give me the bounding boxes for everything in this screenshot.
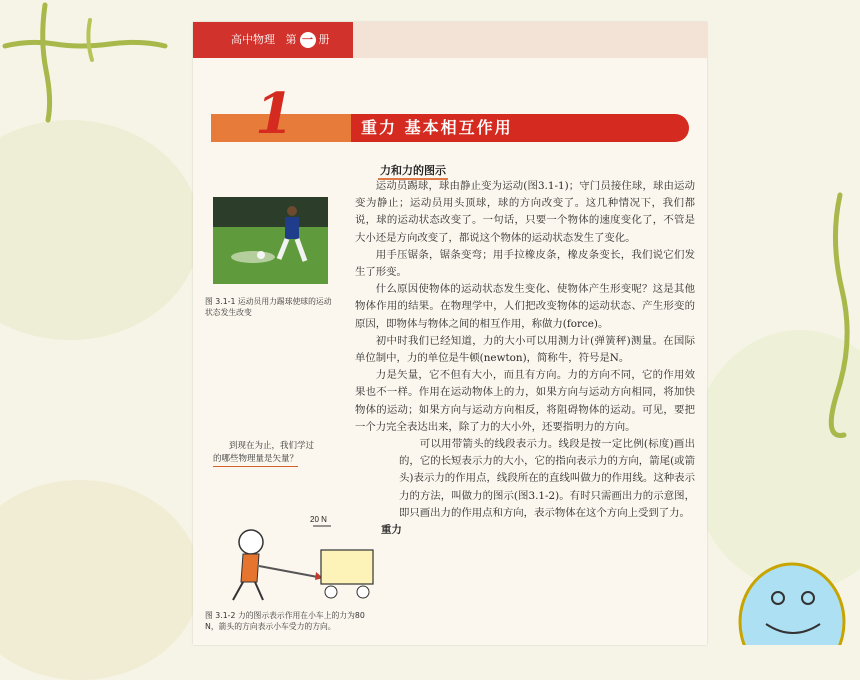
body-text (355, 178, 695, 539)
volume-suffix: 册 (318, 33, 330, 46)
soccer-photo (213, 197, 328, 284)
figure-caption-1: 图 3.1-1 运动员用力踢球使球的运动状态发生改变 (205, 297, 332, 317)
textbook-page (193, 22, 707, 645)
section-heading: 力和力的图示 (378, 162, 448, 180)
figure-caption-2: 图 3.1-2 力的图示表示作用在小车上的力为80 N，箭头的方向表示小车受力的方向。 (205, 611, 365, 631)
book-title: 高中物理 (231, 33, 275, 46)
paragraph: 初中时我们已经知道，力的大小可以用测力计(弹簧秤)测量。在国际单位制中，力的单位是牛顿(newton)，简称牛，符号是N。 (355, 334, 695, 365)
side-note-line2: 的哪些物理量是矢量？ (213, 453, 298, 467)
side-note (213, 440, 331, 467)
chapter-title: 重力 基本相互作用 (361, 118, 513, 137)
smiley-icon (738, 562, 846, 645)
page-header (193, 22, 353, 58)
volume-prefix: 第 (285, 33, 297, 46)
scale-label: 20 N (310, 515, 327, 524)
volume-number: 一 (300, 32, 316, 48)
background-blob (0, 120, 200, 340)
vine-decoration-right (818, 190, 858, 440)
paragraph: 什么原因使物体的运动状态发生变化、使物体产生形变呢？这是其他物体作用的结果。在物理学中，人们把改变物体的运动状态、产生形变的原因，即物体与物体之间的相互作用，称做力(force)。 (355, 283, 695, 330)
paragraph: 用手压锯条，锯条变弯；用手拉橡皮条，橡皮条变长，我们说它们发生了形变。 (355, 248, 695, 279)
paragraph: 可以用带箭头的线段表示力。线段是按一定比例(标度)画出的，它的长短表示力的大小，它的指向表示力的方向，箭尾(或箭头)表示力的作用点，线段所在的直线叫做力的作用线。这种表示力的方法，叫做力的图示(图3.1-2)。有时只需画出力的示意图，即只画出力的作用点和方向，表示物体在这个方向上受到了力。 (399, 438, 695, 519)
vine-decoration-left (0, 0, 190, 140)
paragraph: 运动员踢球，球由静止变为运动(图3.1-1)；守门员接住球，球由运动变为静止；运动员用头顶球，球的方向改变了。这几种情况下，我们都说，球的运动状态改变了。一句话，只要一个物体的速度变化了，不管是大小还是方向改变了，都说这个物体的运动状态发生了变化。 (355, 180, 695, 244)
header-band (353, 22, 707, 58)
side-note-line1: 到现在为止，我们学过 (229, 441, 315, 451)
chapter-number: 1 (255, 81, 294, 147)
background-blob (0, 480, 200, 680)
paragraph: 力是矢量，它不但有大小，而且有方向。力的方向不同，它的作用效果也不一样。作用在运动物体上的力，如果方向与运动方向相同，将加快物体的运动；如果方向与运动方向相反，将阻碍物体的运动。可见，要把一个力完全表达出来，除了力的大小外，还要指明力的方向。 (355, 369, 695, 433)
next-heading: 重力 (381, 524, 402, 537)
